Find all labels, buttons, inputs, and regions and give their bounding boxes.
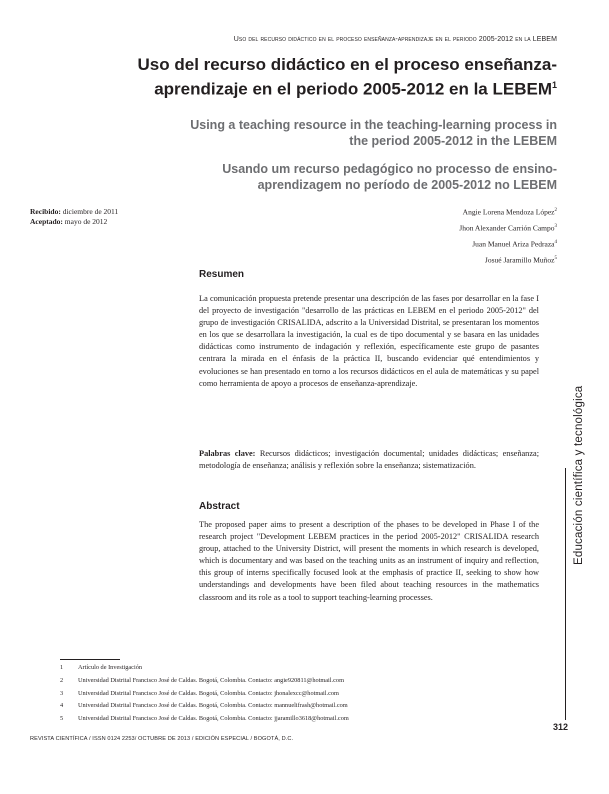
received-label: Recibido: (30, 207, 61, 216)
footnote (60, 688, 349, 701)
accepted-date (30, 217, 118, 227)
article-title-text: Uso del recurso didáctico en el proceso enseñanza-aprendizaje en el periodo 2005-2012 en la LEBEM (137, 55, 557, 99)
author-note: 4 (554, 240, 557, 245)
footnote-text: Universidad Distrital Francisco José de Caldas. Bogotá, Colombia. Contacto: jjaramillo3618@hotmail.com (78, 715, 349, 723)
resumen-body: La comunicación propuesta pretende presentar una descripción de las fases por desarrollar en la fase I del proyecto de investigación "desarrollo de las prácticas en LEBEM en el periodo 2005-2012" del grupo de investigación CRISALIDA, adscrito a la Universidad Distrital, se presentaran los momentos en los que se desarrollara la investigación, la cual es de tipo documental y se basara en las unidades didácticas como instrumento de indagación y reflexión, específicamente este grupo de pasantes centrara la mirada en el énfasis de la práctica II, buscando evidenciar qué entendimientos y evoluciones se han presentado en torno a los recursos didácticos en el aula de matemáticas y su papel como herramienta de apoyo a procesos de enseñanza-aprendizaje. (199, 294, 539, 388)
footnote-number: 5 (60, 715, 64, 723)
received-value: diciembre de 2011 (62, 207, 119, 216)
footnote-divider (60, 659, 120, 660)
abstract-heading: Abstract (199, 501, 240, 512)
abstract-body: The proposed paper aims to present a description of the phases to be developed in Phase I of the research project "Development LEBEM practices in the period 2005-2012" CRISALIDA research group, attached to the University District, will present the moments in which research is developed, which is documentary and was based on the teaching units as an instrument of inquiry and reflection, this group of interns specifically focused look at the emphasis of practice II, seeking to show how understandings and developments have been filed about teaching resources in the mathematics classroom and its role as a tool to support teaching-learning processes. (199, 520, 539, 602)
accepted-value: mayo de 2012 (64, 217, 108, 226)
footnote (60, 700, 349, 713)
author-list (459, 204, 557, 268)
title-footnote-marker: 1 (551, 80, 557, 90)
article-title-english: Using a teaching resource in the teaching-learning process in the period 2005-2012 in the LEBEM (190, 118, 557, 148)
page-number: 312 (552, 722, 568, 732)
article-title-portuguese: Usando um recurso pedagógico no processo de ensino-aprendizagem no período de 2005-2012 no LEBEM (222, 162, 557, 192)
footnote-text: Universidad Distrital Francisco José de Caldas. Bogotá, Colombia. Contacto: jhonalexcc@hotmail.com (78, 689, 339, 697)
author-name: Josué Jaramillo Muñoz (484, 255, 555, 265)
article-title (87, 54, 557, 100)
author-name: Juan Manuel Ariza Pedraza (472, 239, 555, 249)
accepted-label: Aceptado: (30, 217, 63, 226)
author (459, 252, 557, 268)
keywords-text: Recursos didácticos; investigación documental; unidades didácticas; enseñanza; metodología de enseñanza; análisis y reflexión sobre la enseñanza; sistematización. (199, 449, 540, 471)
author-note: 2 (554, 208, 557, 213)
author (459, 220, 557, 236)
author-name: Jhon Alexander Carrión Campo (459, 223, 555, 233)
footnote-text: Artículo de Investigación (78, 664, 142, 671)
footnote-number: 4 (60, 702, 64, 710)
footnote (60, 675, 349, 688)
author-note: 3 (554, 224, 557, 229)
keywords-label: Palabras clave: (199, 449, 256, 458)
footnote-number: 3 (60, 689, 64, 697)
resumen-heading: Resumen (199, 269, 245, 280)
author-name: Angie Lorena Mendoza López (462, 207, 555, 217)
footnote-number: 2 (60, 676, 64, 684)
footnote-text: Universidad Distrital Francisco José de Caldas. Bogotá, Colombia. Contacto: angie920811@hotmail.com (78, 676, 344, 684)
submission-dates (30, 207, 118, 227)
footnote (60, 713, 349, 726)
footnotes (60, 662, 349, 726)
footnote-text: Universidad Distrital Francisco José de Caldas. Bogotá, Colombia. Contacto: mannuelifrash@hotmail.com (78, 702, 348, 710)
running-header (234, 36, 557, 43)
author-note: 5 (554, 256, 557, 261)
journal-footer: REVISTA CIENTÍFICA / ISSN 0124 2253/ OCTUBRE DE 2013 / EDICIÓN ESPECIAL / BOGOTÁ, D.C. (30, 736, 294, 742)
running-header-text: Uso del recurso didáctico en el proceso enseñanza-aprendizaje en el periodo 2005-2012 en la LEBEM (233, 36, 557, 43)
side-divider (565, 468, 566, 720)
keywords (199, 448, 539, 472)
journal-section-label: Educación científica y tecnológica (573, 385, 585, 565)
received-date (30, 207, 118, 217)
footnote-number: 1 (60, 664, 64, 671)
author (459, 204, 557, 220)
author (459, 236, 557, 252)
footnote (60, 662, 349, 675)
